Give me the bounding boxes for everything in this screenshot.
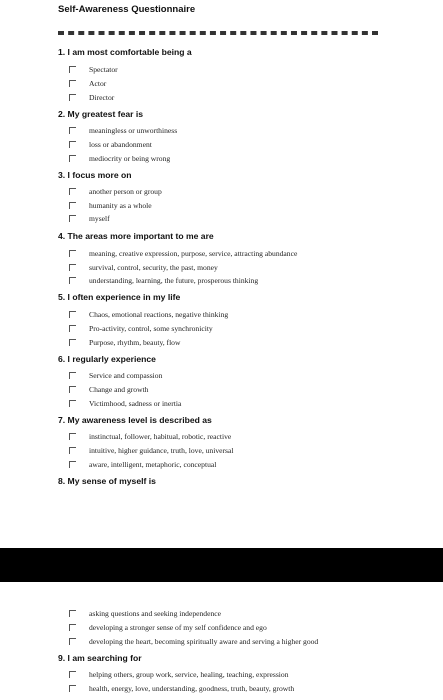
checkbox[interactable] [69,461,76,468]
checkbox[interactable] [69,277,76,284]
checkbox[interactable] [69,638,76,645]
checkbox[interactable] [69,80,76,87]
checkbox[interactable] [69,386,76,393]
checkbox[interactable] [69,372,76,379]
checkbox[interactable] [69,339,76,346]
question-3: 3. I focus more on [58,170,132,180]
checkbox[interactable] [69,671,76,678]
checkbox[interactable] [69,215,76,222]
checkbox[interactable] [69,447,76,454]
page-2: asking questions and seeking independence developing a stronger sense of my self confidence and ego developing the heart, becoming spiritually aware and serving a higher good 9. I am searching for helping others, group work, service, healing, teaching, expression health, energy, love, understanding, goodness, truth, beauty, growth [0,582,443,700]
checkbox[interactable] [69,202,76,209]
question-5: 5. I often experience in my life [58,292,181,302]
checkbox[interactable] [69,685,76,692]
checkbox[interactable] [69,66,76,73]
page-title: Self-Awareness Questionnaire [58,4,196,15]
checkbox[interactable] [69,250,76,257]
checkbox[interactable] [69,188,76,195]
checkbox[interactable] [69,311,76,318]
question-8: 8. My sense of myself is [58,476,156,486]
question-4: 4. The areas more important to me are [58,231,214,241]
dashed-divider [58,31,378,35]
page-break [0,548,443,582]
checkbox[interactable] [69,264,76,271]
checkbox[interactable] [69,433,76,440]
question-9: 9. I am searching for [58,653,142,663]
checkbox[interactable] [69,610,76,617]
checkbox[interactable] [69,94,76,101]
checkbox[interactable] [69,624,76,631]
question-1: 1. I am most comfortable being a [58,47,192,57]
checkbox[interactable] [69,325,76,332]
checkbox[interactable] [69,127,76,134]
checkbox[interactable] [69,400,76,407]
checkbox[interactable] [69,141,76,148]
page-1: Self-Awareness Questionnaire 1. I am most comfortable being a Spectator Actor Director 2. My greatest fear is meaningless or unworthiness loss or abandonment mediocrity or being wrong 3. I focus more on another person or group humanity as a whole myself 4. The areas more important to me are meaning, creative expression, purpose, service, attracting abundance survival, control, security, the past, money understanding, learning, the future, prosperous thinking 5. I often experience in my life Chaos, emotional reactions, negative thinking Pro-activity, control, some synchronicity Purpose, rhythm, beauty, flow 6. I regularly experience Service and compassion Change and growth Victimhood, sadness or inertia 7. My awareness level is described as instinctual, follower, habitual, robotic, reactive intuitive, higher guidance, truth, love, universal aware, intelligent, metaphoric, conceptual 8. My sense of myself is [0,0,443,548]
question-7: 7. My awareness level is described as [58,415,212,425]
question-2: 2. My greatest fear is [58,109,144,119]
checkbox[interactable] [69,155,76,162]
question-6: 6. I regularly experience [58,354,156,364]
